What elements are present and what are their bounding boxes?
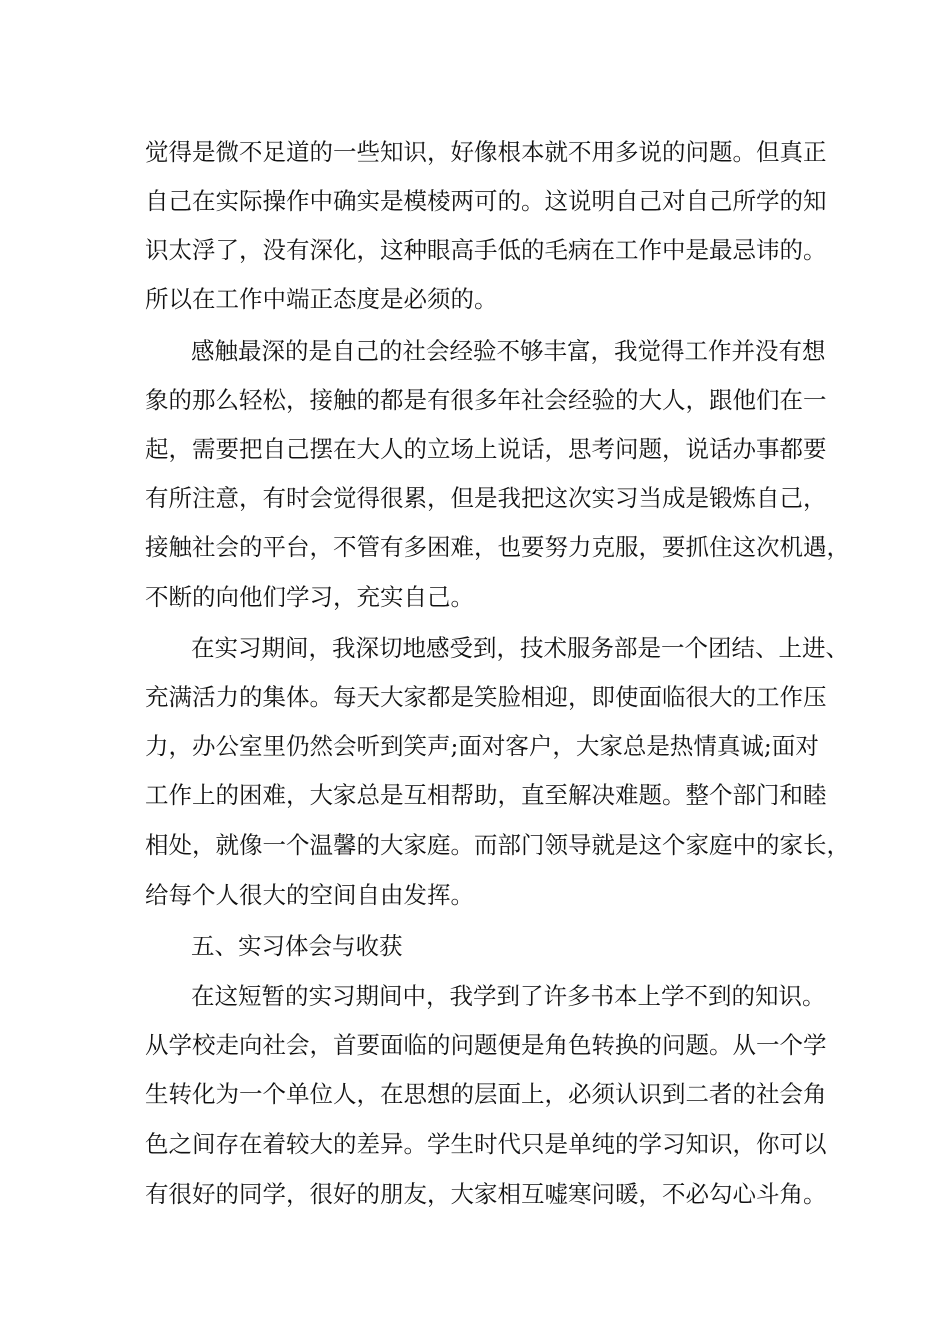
paragraph-line: 有很好的同学，很好的朋友，大家相互嘘寒问暖，不必勾心斗角。 [145,1180,827,1208]
paragraph-line: 从学校走向社会，首要面临的问题便是角色转换的问题。从一个学 [145,1031,827,1059]
paragraph-first-line: 在这短暂的实习期间中，我学到了许多书本上学不到的知识。 [191,982,826,1010]
paragraph-line: 不断的向他们学习，充实自己。 [145,583,474,611]
paragraph-line: 自己在实际操作中确实是模棱两可的。这说明自己对自己所学的知 [145,187,827,215]
paragraph-line: 工作上的困难，大家总是互相帮助，直至解决难题。整个部门和睦 [145,781,827,809]
paragraph-line: 起，需要把自己摆在大人的立场上说话，思考问题，说话办事都要 [145,435,827,463]
paragraph-line: 象的那么轻松，接触的都是有很多年社会经验的大人，跟他们在一 [145,386,827,414]
paragraph-line: 识太浮了，没有深化，这种眼高手低的毛病在工作中是最忌讳的。 [145,236,827,264]
paragraph-first-line: 感触最深的是自己的社会经验不够丰富，我觉得工作并没有想 [191,337,826,365]
paragraph-line: 觉得是微不足道的一些知识，好像根本就不用多说的问题。但真正 [145,138,827,166]
paragraph-line: 接触社会的平台，不管有多困难，也要努力克服，要抓住这次机遇， [145,533,850,561]
paragraph-line: 生转化为一个单位人，在思想的层面上，必须认识到二者的社会角 [145,1080,827,1108]
paragraph-line: 给每个人很大的空间自由发挥。 [145,881,474,909]
paragraph-line: 色之间存在着较大的差异。学生时代只是单纯的学习知识，你可以 [145,1130,827,1158]
paragraph-first-line: 在实习期间，我深切地感受到，技术服务部是一个团结、上进、 [191,634,849,662]
paragraph-line: 所以在工作中端正态度是必须的。 [145,285,498,313]
paragraph-line: 充满活力的集体。每天大家都是笑脸相迎，即使面临很大的工作压 [145,683,827,711]
paragraph-line: 有所注意，有时会觉得很累，但是我把这次实习当成是锻炼自己， [145,484,827,512]
paragraph-line: 相处，就像一个温馨的大家庭。而部门领导就是这个家庭中的家长， [145,831,850,859]
paragraph-line: 力，办公室里仍然会听到笑声;面对客户，大家总是热情真诚;面对 [145,732,819,760]
section-heading: 五、实习体会与收获 [191,932,403,960]
